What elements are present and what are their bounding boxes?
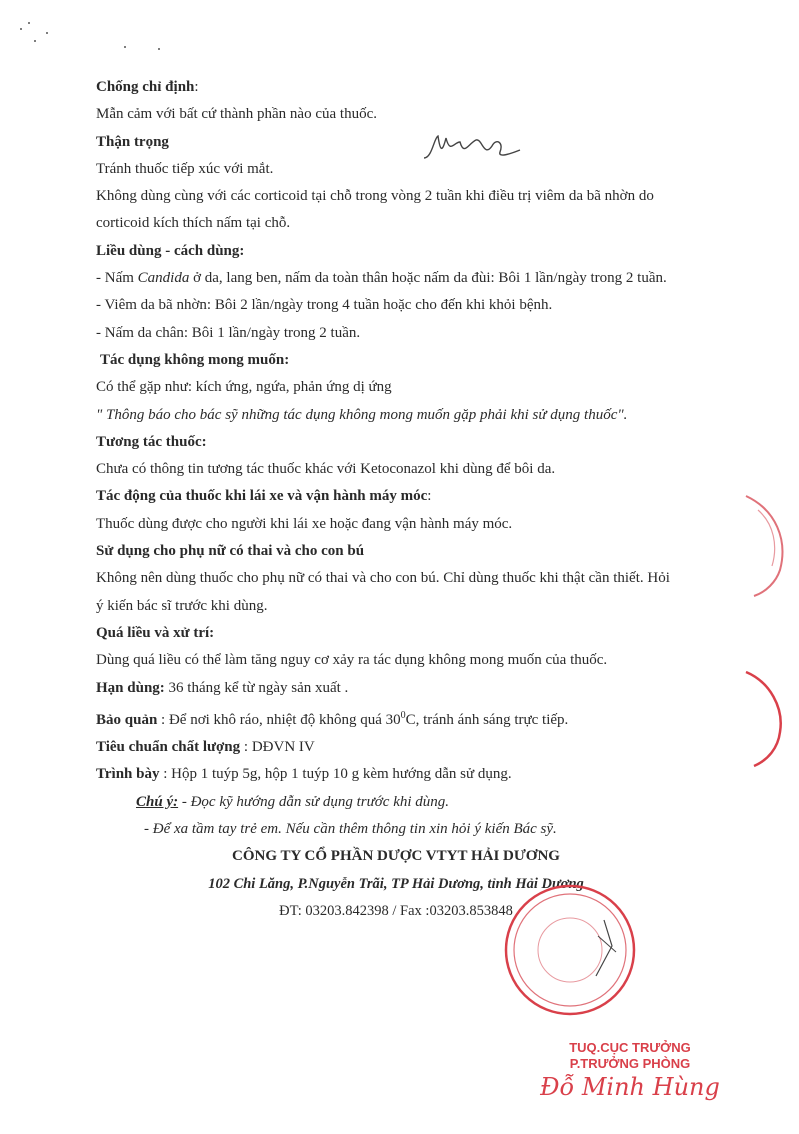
- signature-title-2: P.TRƯỞNG PHÒNG: [569, 1056, 691, 1071]
- driving-heading: Tác động của thuốc khi lái xe và vận hành máy móc: [96, 488, 428, 505]
- note-line-2: - Để xa tầm tay trẻ em. Nếu cần thêm thông tin xin hỏi ý kiến Bác sỹ.: [144, 821, 557, 838]
- interaction-text: Chưa có thông tin tương tác thuốc khác với Ketoconazol khi dùng để bôi da.: [96, 461, 556, 478]
- dosage-line-3: - Nấm da chân: Bôi 1 lần/ngày trong 2 tuần.: [96, 324, 361, 341]
- contraindication-heading-line: [96, 74, 736, 101]
- seal-stamp-edge-1: [736, 490, 796, 600]
- company-address: 102 Chi Lăng, P.Nguyễn Trãi, TP Hải Dương, tỉnh Hải Dương: [208, 875, 584, 892]
- presentation-text: : Hộp 1 tuýp 5g, hộp 1 tuýp 10 g kèm hướng dẫn sử dụng.: [159, 766, 512, 783]
- note-text-1: - Đọc kỹ hướng dẫn sử dụng trước khi dùng.: [178, 793, 450, 810]
- dosage-line-1: [96, 265, 736, 292]
- contraindication-colon: :: [194, 79, 199, 95]
- pregnancy-heading: Sử dụng cho phụ nữ có thai và cho con bú: [96, 543, 365, 560]
- expiry-line: [96, 675, 736, 702]
- caution-line-3: corticoid kích thích nấm tại chỗ.: [96, 215, 291, 232]
- seal-stamp-edge-2: [740, 668, 796, 768]
- expiry-text: 36 tháng kể từ ngày sản xuất .: [164, 679, 349, 696]
- side-effects-text: Có thể gặp như: kích ứng, ngứa, phản ứng dị ứng: [96, 379, 392, 396]
- standard-heading: Tiêu chuẩn chất lượng: [96, 739, 241, 756]
- storage-text-a: : Để nơi khô ráo, nhiệt độ không quá 30: [157, 711, 401, 728]
- pregnancy-line-1: Không nên dùng thuốc cho phụ nữ có thai và cho con bú. Chỉ dùng thuốc khi thật cần thiết. Hỏi: [96, 570, 670, 587]
- driving-colon: :: [427, 488, 432, 505]
- company-phone: ĐT: 03203.842398 / Fax :03203.853848: [279, 902, 513, 919]
- caution-line-2: Không dùng cùng với các corticoid tại chỗ trong vòng 2 tuần khi điều trị viêm da bã nhờn do: [96, 188, 654, 205]
- dosage-line-1-prefix: - Nấm: [96, 270, 138, 287]
- company-name: CÔNG TY CỔ PHẦN DƯỢC VTYT HẢI DƯƠNG: [232, 848, 560, 865]
- official-seal-stamp: [500, 880, 640, 1020]
- standard-line: [96, 734, 736, 761]
- standard-text: : DĐVN IV: [240, 739, 315, 756]
- leaflet-body: [96, 74, 736, 925]
- storage-text-b: C, tránh ánh sáng trực tiếp.: [405, 711, 569, 728]
- signature-name: Đỗ Minh Hùng: [540, 1073, 720, 1101]
- dosage-line-2: - Viêm da bã nhờn: Bôi 2 lần/ngày trong 4 tuần hoặc cho đến khi khỏi bệnh.: [96, 297, 553, 314]
- driving-text: Thuốc dùng được cho người khi lái xe hoặc đang vận hành máy móc.: [96, 515, 513, 532]
- caution-line-1: Tránh thuốc tiếp xúc với mắt.: [96, 160, 274, 177]
- expiry-heading: Hạn dùng:: [96, 679, 165, 696]
- storage-heading: Bảo quản: [96, 711, 158, 728]
- contraindication-text: Mẫn cảm với bất cứ thành phần nào của thuốc.: [96, 106, 377, 123]
- note-label: Chú ý:: [136, 793, 179, 810]
- contraindication-heading: Chống chỉ định: [96, 79, 195, 95]
- presentation-line: [96, 761, 736, 788]
- pregnancy-line-2: ý kiến bác sĩ trước khi dùng.: [96, 597, 268, 614]
- dosage-heading: Liều dùng - cách dùng:: [96, 242, 245, 259]
- overdose-heading: Quá liều và xử trí:: [96, 624, 215, 641]
- signature-title-1: TUQ.CỤC TRƯỞNG: [569, 1040, 691, 1055]
- dosage-candida: Candida: [137, 270, 190, 287]
- side-effects-heading: Tác dụng không mong muốn:: [100, 351, 290, 368]
- storage-superscript: 0: [400, 709, 406, 721]
- driving-heading-line: [96, 483, 736, 510]
- side-effects-note: " Thông báo cho bác sỹ những tác dụng không mong muốn gặp phải khi sử dụng thuốc".: [96, 406, 628, 423]
- dosage-line-1-rest: ở da, lang ben, nấm da toàn thân hoặc nấm da đùi: Bôi 1 lần/ngày trong 2 tuần.: [189, 270, 667, 287]
- note-line-1: [96, 789, 736, 816]
- storage-line: [96, 702, 736, 734]
- caution-heading: Thận trọng: [96, 133, 169, 150]
- overdose-text: Dùng quá liều có thể làm tăng nguy cơ xảy ra tác dụng không mong muốn của thuốc.: [96, 652, 608, 669]
- presentation-heading: Trình bày: [96, 766, 160, 783]
- interaction-heading: Tương tác thuốc:: [96, 433, 207, 450]
- signature-block: [520, 1040, 740, 1102]
